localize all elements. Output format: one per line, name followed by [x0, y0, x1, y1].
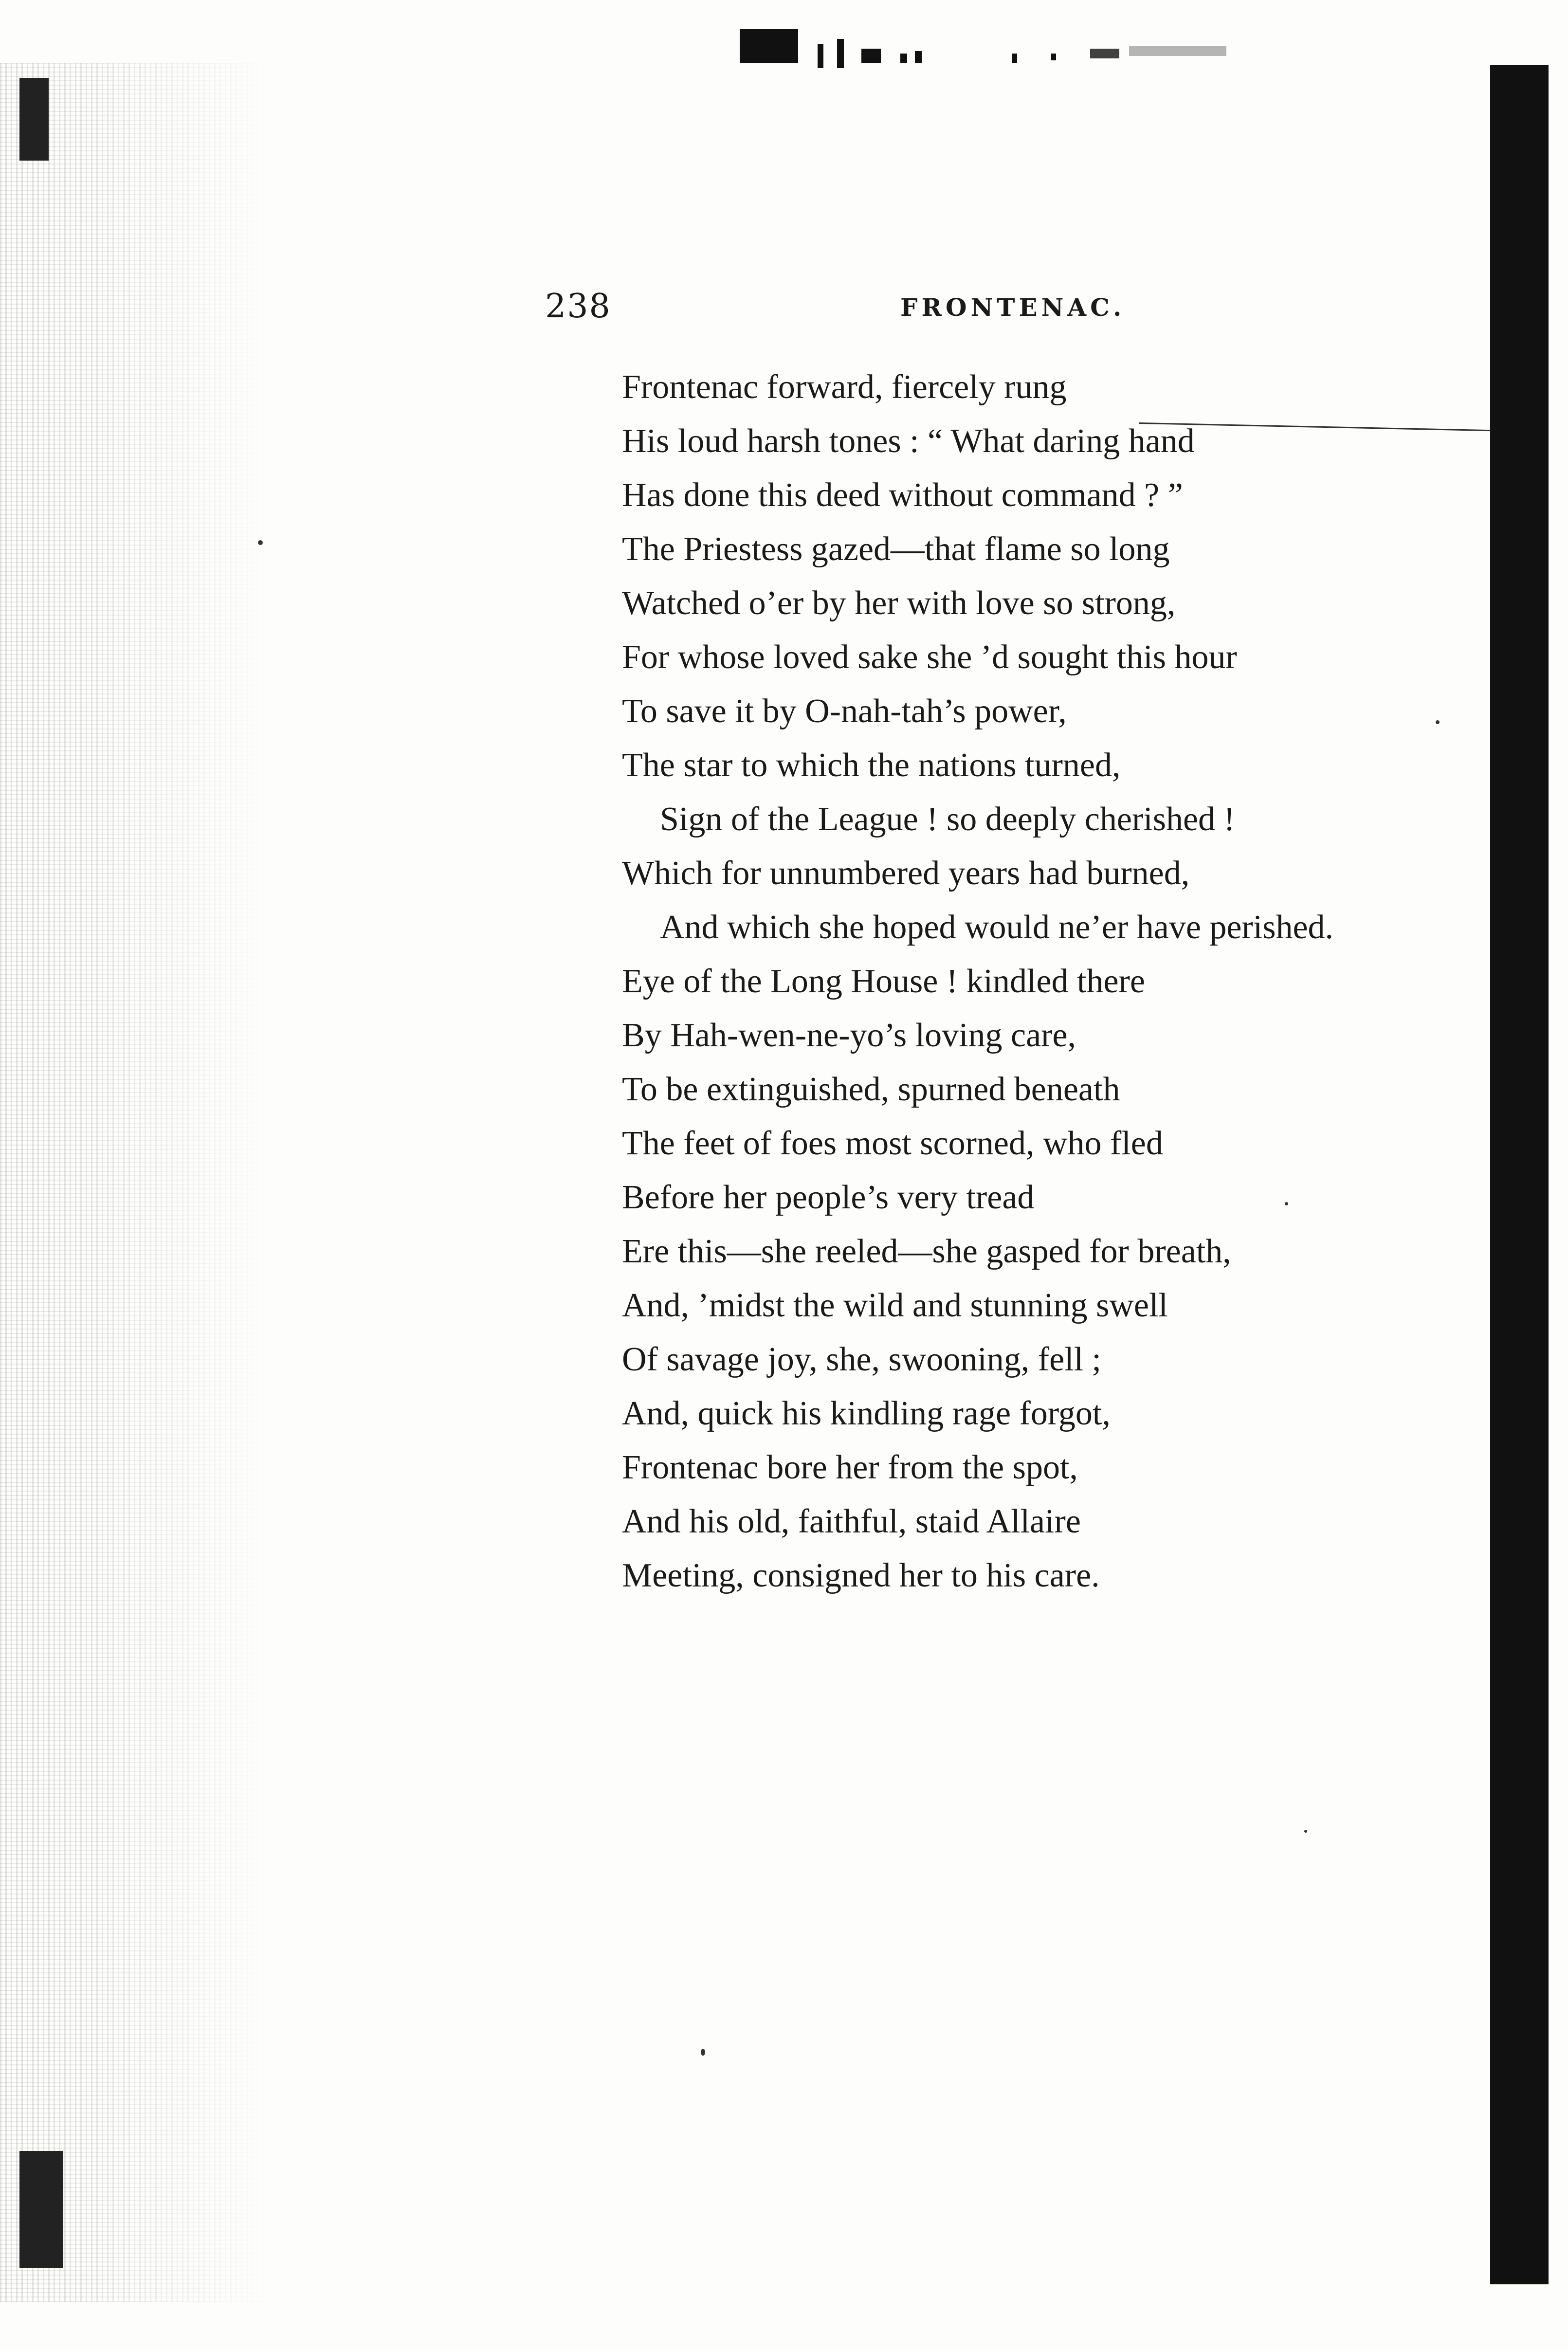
poem-line: For whose loved sake she ’d sought this hour	[622, 638, 1237, 676]
poem-line: Which for unnumbered years had burned,	[622, 855, 1190, 892]
scan-speck	[258, 540, 263, 545]
poem-line: The feet of foes most scorned, who fled	[622, 1125, 1163, 1162]
running-title: FRONTENAC.	[900, 293, 1126, 322]
poem-line: And, quick his kindling rage forgot,	[622, 1395, 1111, 1432]
poem-line: Before her people’s very tread	[622, 1179, 1035, 1216]
poem-line: And which she hoped would ne’er have perished.	[660, 909, 1334, 946]
poem-line: Eye of the Long House ! kindled there	[622, 963, 1145, 1000]
poem-line: To save it by O-nah-tah’s power,	[622, 693, 1067, 730]
poem-line: Watched o’er by her with love so strong,	[622, 584, 1176, 622]
poem-line: By Hah-wen-ne-yo’s loving care,	[622, 1017, 1076, 1054]
poem-line: Sign of the League ! so deeply cherished !	[660, 801, 1235, 838]
poem-line: And his old, faithful, staid Allaire	[622, 1503, 1081, 1540]
binding-edge	[1490, 65, 1549, 2284]
page-number: 238	[545, 287, 611, 326]
poem-line: And, ’midst the wild and stunning swell	[622, 1287, 1168, 1324]
poem-line: The Priestess gazed—that flame so long	[622, 530, 1170, 568]
scan-margin-noise	[0, 63, 273, 2302]
poem-line: His loud harsh tones : “ What daring hand	[622, 422, 1195, 460]
scan-speck	[1436, 720, 1440, 724]
poem-line: Has done this deed without command ? ”	[622, 476, 1183, 514]
poem-line: To be extinguished, spurned beneath	[622, 1071, 1120, 1108]
poem-line: Ere this—she reeled—she gasped for breath,	[622, 1233, 1231, 1270]
poem-line: Frontenac bore her from the spot,	[622, 1449, 1078, 1486]
poem-line: Meeting, consigned her to his care.	[622, 1557, 1100, 1594]
scan-dark-patch	[19, 78, 49, 161]
poem-text	[622, 360, 1498, 1603]
page-header	[545, 287, 1178, 326]
scan-speck	[1304, 1830, 1307, 1833]
poem-line: Of savage joy, she, swooning, fell ;	[622, 1341, 1101, 1378]
poem-line: Frontenac forward, fiercely rung	[622, 368, 1067, 406]
poem-line: The star to which the nations turned,	[622, 747, 1121, 784]
scan-speck	[1285, 1202, 1288, 1205]
scan-dark-patch	[19, 2151, 63, 2268]
scan-speck	[701, 2049, 705, 2056]
